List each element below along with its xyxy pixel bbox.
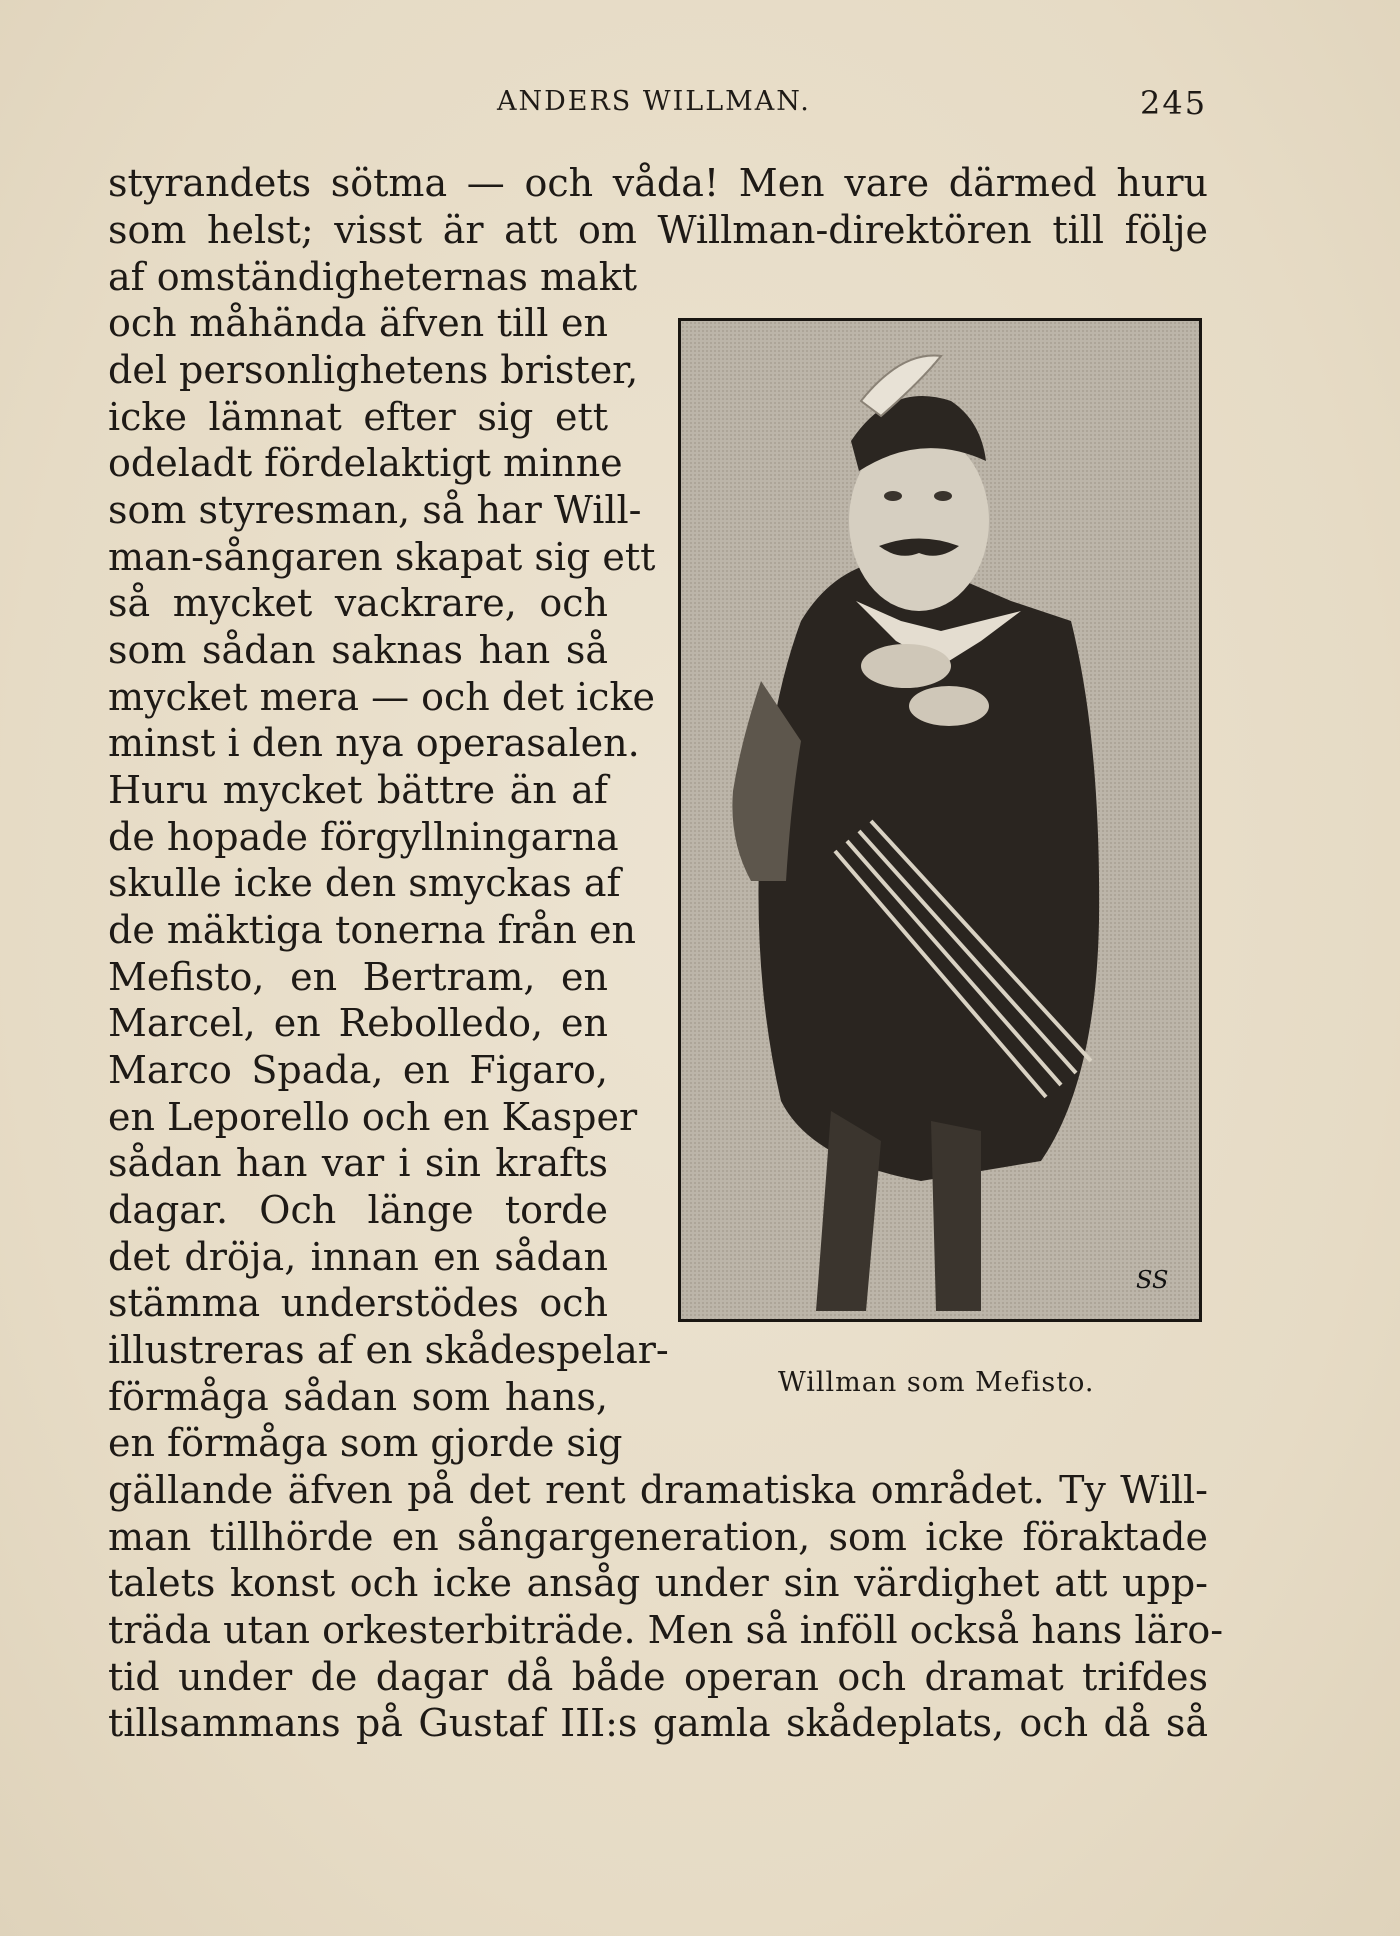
text-line: de hopade förgyllningarna (108, 815, 619, 859)
text-line: del personlighetens brister, (108, 348, 639, 392)
text-line: en förmåga som gjorde sig (108, 1421, 623, 1465)
engraver-monogram: SS (1136, 1266, 1169, 1294)
running-head: ANDERS WILLMAN. (497, 86, 811, 117)
text-line: Marcel, en Rebolledo, en (108, 1001, 608, 1045)
text-line: styrandets sötma — och våda! Men vare därmed huru (108, 161, 1208, 205)
text-line: tid under de dagar då både operan och dramat trifdes (108, 1655, 1208, 1699)
text-line: en Leporello och en Kasper (108, 1095, 638, 1139)
text-line: träda utan orkesterbiträde. Men så inföll också hans läro- (108, 1608, 1224, 1652)
text-line: Marco Spada, en Figaro, (108, 1048, 608, 1092)
text-line: talets konst och icke ansåg under sin värdighet att upp- (108, 1561, 1208, 1605)
text-line: som styresman, så har Will- (108, 488, 642, 532)
text-line: stämma understödes och (108, 1281, 608, 1325)
text-line: förmåga sådan som hans, (108, 1375, 608, 1419)
text-line: sådan han var i sin krafts (108, 1141, 608, 1185)
text-line: man tillhörde en sångargeneration, som icke föraktade (108, 1515, 1208, 1559)
text-line: skulle icke den smyckas af (108, 861, 621, 905)
text-line: mycket mera — och det icke (108, 675, 655, 719)
text-line: tillsammans på Gustaf III:s gamla skådeplats, och då så (108, 1701, 1208, 1745)
text-line: gällande äfven på det rent dramatiska området. Ty Will- (108, 1468, 1208, 1512)
text-line: dagar. Och länge torde (108, 1188, 608, 1232)
text-line: som helst; visst är att om Willman-direktören till följe (108, 208, 1208, 252)
page-number: 245 (1140, 84, 1208, 122)
portrait-photograph (678, 318, 1202, 1322)
text-line: illustreras af en skådespelar- (108, 1328, 669, 1372)
mefisto-portrait-illustration (681, 321, 1199, 1319)
text-line: det dröja, innan en sådan (108, 1235, 608, 1279)
text-line: af omständigheternas makt (108, 255, 637, 299)
text-line: så mycket vackrare, och (108, 581, 608, 625)
text-line: som sådan saknas han så (108, 628, 608, 672)
figure-caption: Willman som Mefisto. (778, 1367, 1095, 1398)
text-line: Huru mycket bättre än af (108, 768, 608, 812)
text-line: och måhända äfven till en (108, 301, 608, 345)
text-line: minst i den nya operasalen. (108, 721, 640, 765)
text-line: odeladt fördelaktigt minne (108, 441, 623, 485)
text-line: man-sångaren skapat sig ett (108, 535, 656, 579)
text-line: Mefisto, en Bertram, en (108, 955, 608, 999)
text-line: icke lämnat efter sig ett (108, 395, 608, 439)
text-line: de mäktiga tonerna från en (108, 908, 636, 952)
